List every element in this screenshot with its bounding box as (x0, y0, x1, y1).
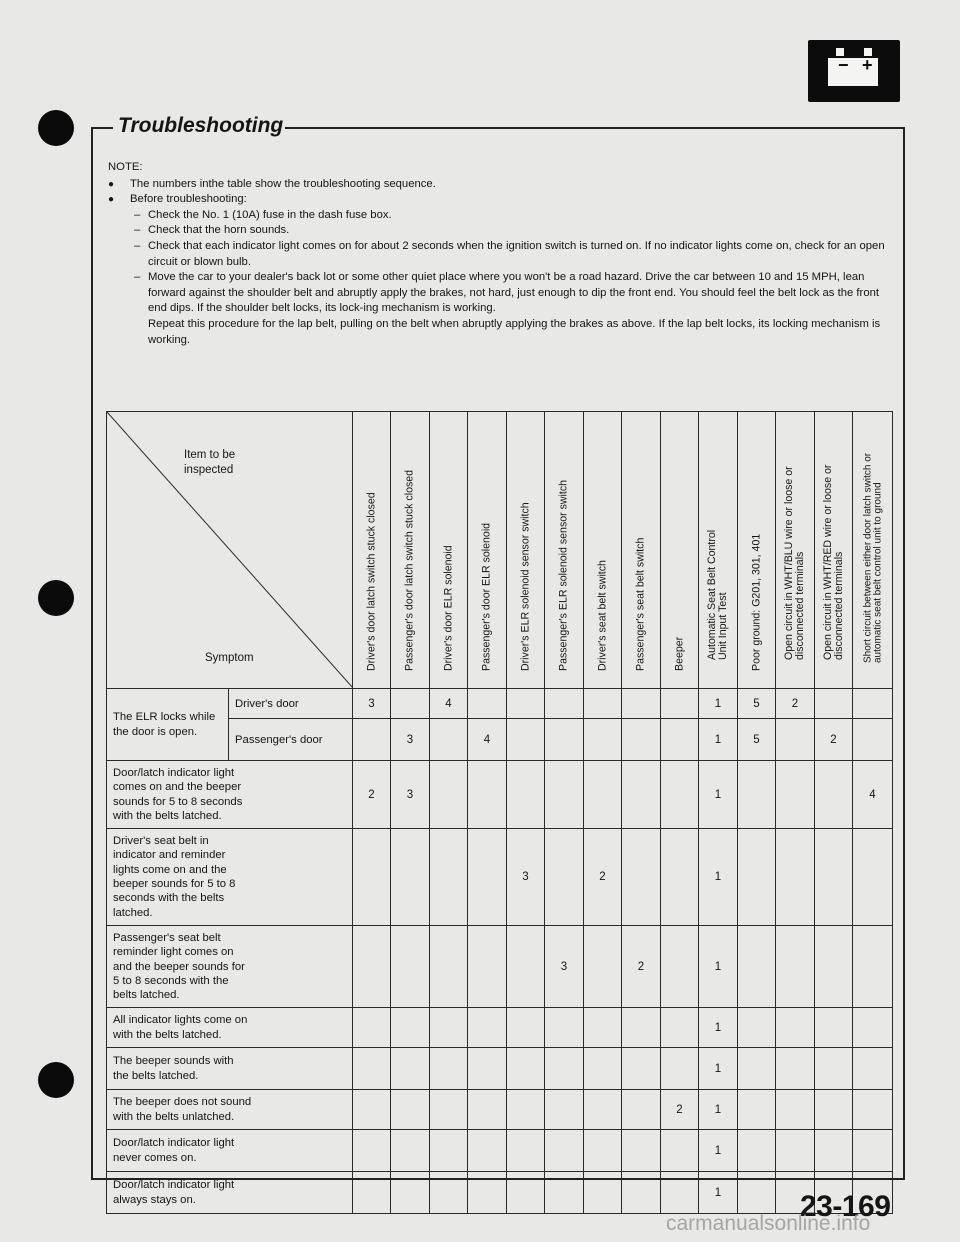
sequence-cell (622, 761, 661, 829)
sequence-cell (545, 1048, 584, 1090)
column-header: Short circuit between either door latch switch or automatic seat belt control unit to ground (853, 412, 893, 689)
sequence-cell (507, 1008, 545, 1048)
sequence-cell: 2 (776, 689, 815, 719)
sequence-cell (507, 1048, 545, 1090)
sequence-cell (353, 1090, 391, 1130)
troubleshooting-table (106, 411, 893, 1214)
column-header: Open circuit in WHT/BLU wire or loose or disconnected terminals (776, 412, 815, 689)
sequence-cell (661, 829, 699, 926)
sequence-cell: 1 (699, 1090, 738, 1130)
sequence-cell (468, 689, 507, 719)
symptom-cell: The beeper sounds with the belts latched. (107, 1048, 353, 1090)
sequence-cell: 3 (391, 761, 430, 829)
sequence-cell (622, 829, 661, 926)
sequence-cell (353, 1172, 391, 1214)
note-bullet: ● Before troubleshooting: (108, 192, 888, 208)
sequence-cell (391, 829, 430, 926)
sequence-cell: 4 (430, 689, 468, 719)
symptom-header-label: Symptom (205, 652, 254, 664)
sequence-cell (815, 1130, 853, 1172)
symptom-cell: Driver's seat belt in indicator and reminder lights come on and the beeper sounds for 5 to 8 seconds with the belts latched. (107, 829, 353, 926)
sequence-cell: 2 (622, 925, 661, 1007)
sequence-cell (430, 829, 468, 926)
note-dash-item: – Check that each indicator light comes on for about 2 seconds when the ignition switch is turned on. If no indicator lights come on, check for an open circuit or blown bulb. (108, 239, 888, 270)
sequence-cell (738, 829, 776, 926)
sequence-cell: 3 (353, 689, 391, 719)
column-header: Passenger's seat belt switch (622, 412, 661, 689)
item-header-label: Item to be inspected (184, 449, 236, 476)
sequence-cell (853, 689, 893, 719)
sequence-cell (391, 689, 430, 719)
sequence-cell (853, 1130, 893, 1172)
binder-hole (38, 580, 74, 616)
binder-hole (38, 110, 74, 146)
sequence-cell (661, 925, 699, 1007)
sequence-cell (622, 689, 661, 719)
sequence-cell (545, 829, 584, 926)
sequence-cell (661, 1172, 699, 1214)
symptom-cell: Door/latch indicator light never comes on. (107, 1130, 353, 1172)
symptom-cell: All indicator lights come on with the belts latched. (107, 1008, 353, 1048)
sequence-cell (622, 1172, 661, 1214)
sequence-cell (545, 719, 584, 761)
sequence-cell (507, 689, 545, 719)
sequence-cell (584, 1048, 622, 1090)
sequence-cell (776, 829, 815, 926)
binder-hole (38, 1062, 74, 1098)
sequence-cell (776, 1008, 815, 1048)
sequence-cell: 5 (738, 719, 776, 761)
column-header: Passenger's door ELR solenoid (468, 412, 507, 689)
sequence-cell (853, 829, 893, 926)
table-corner-cell (107, 412, 353, 689)
sequence-cell (353, 1048, 391, 1090)
sequence-cell (661, 719, 699, 761)
table-row (107, 1048, 893, 1090)
plus-icon: + (862, 55, 873, 75)
sequence-cell (853, 1048, 893, 1090)
sequence-cell (853, 925, 893, 1007)
sequence-cell (738, 925, 776, 1007)
column-header: Open circuit in WHT/RED wire or loose or disconnected terminals (815, 412, 853, 689)
column-header: Driver's ELR solenoid sensor switch (507, 412, 545, 689)
sequence-cell (391, 1130, 430, 1172)
sequence-cell (545, 1090, 584, 1130)
sequence-cell: 5 (738, 689, 776, 719)
notes-section (108, 160, 888, 348)
column-header: Beeper (661, 412, 699, 689)
column-header: Passenger's ELR solenoid sensor switch (545, 412, 584, 689)
table-row (107, 829, 893, 926)
sequence-cell (545, 1172, 584, 1214)
table-row (107, 1130, 893, 1172)
table-row (107, 1090, 893, 1130)
symptom-cell: Door/latch indicator light comes on and the beeper sounds for 5 to 8 seconds with the belts latched. (107, 761, 353, 829)
sequence-cell (507, 925, 545, 1007)
sequence-cell (468, 1130, 507, 1172)
table-row (107, 1008, 893, 1048)
sequence-cell: 1 (699, 1130, 738, 1172)
note-label: NOTE: (108, 161, 143, 173)
sequence-cell (391, 1048, 430, 1090)
sequence-cell: 1 (699, 761, 738, 829)
sequence-cell (430, 761, 468, 829)
sequence-cell (545, 1008, 584, 1048)
column-header: Driver's door ELR solenoid (430, 412, 468, 689)
sequence-cell (776, 1048, 815, 1090)
sequence-cell (430, 1172, 468, 1214)
sequence-cell (391, 1172, 430, 1214)
note-dash-item: – Move the car to your dealer's back lot or some other quiet place where you won't be a road hazard. Drive the car between 10 and 15 MPH, lean forward against the shoulder belt and abruptly apply the brakes, not hard, just enough to dip the front end. You should feel the belt lock as the front end dips. If the shoulder belt locks, its lock-ing mechanism is working. (108, 270, 888, 317)
sequence-cell (391, 1008, 430, 1048)
sequence-cell (584, 761, 622, 829)
symptom-cell: The ELR locks while the door is open. (107, 689, 229, 761)
sequence-cell (391, 1090, 430, 1130)
sequence-cell: 2 (353, 761, 391, 829)
sub-symptom-cell: Driver's door (229, 689, 353, 719)
sequence-cell (661, 689, 699, 719)
sequence-cell (353, 829, 391, 926)
sequence-cell: 1 (699, 719, 738, 761)
sequence-cell (738, 1008, 776, 1048)
sequence-cell (622, 719, 661, 761)
sequence-cell (353, 925, 391, 1007)
sequence-cell (622, 1008, 661, 1048)
sequence-cell (584, 689, 622, 719)
sequence-cell (584, 1090, 622, 1130)
sequence-cell (430, 719, 468, 761)
sequence-cell (430, 1008, 468, 1048)
sequence-cell (468, 1090, 507, 1130)
sequence-cell: 3 (391, 719, 430, 761)
sequence-cell (468, 829, 507, 926)
sequence-cell (738, 1090, 776, 1130)
sequence-cell (584, 1130, 622, 1172)
page-title: Troubleshooting (118, 114, 284, 137)
table-row (107, 689, 893, 719)
sequence-cell (661, 1008, 699, 1048)
table-row (107, 1172, 893, 1214)
page-number: 23-169 (800, 1190, 891, 1223)
sequence-cell (815, 1008, 853, 1048)
symptom-cell: Door/latch indicator light always stays on. (107, 1172, 353, 1214)
sequence-cell (468, 761, 507, 829)
sequence-cell (738, 1172, 776, 1214)
sequence-cell (661, 1048, 699, 1090)
sequence-cell (776, 1130, 815, 1172)
sequence-cell (584, 1008, 622, 1048)
sequence-cell: 2 (815, 719, 853, 761)
sequence-cell (815, 689, 853, 719)
sequence-cell (815, 829, 853, 926)
symptom-cell: Passenger's seat belt reminder light comes on and the beeper sounds for 5 to 8 seconds with the belts latched. (107, 925, 353, 1007)
sequence-cell (584, 1172, 622, 1214)
sequence-cell (353, 719, 391, 761)
sequence-cell (738, 1130, 776, 1172)
sequence-cell (584, 719, 622, 761)
column-header: Automatic Seat Belt Control Unit Input Test (699, 412, 738, 689)
sequence-cell (468, 1008, 507, 1048)
sequence-cell (430, 1130, 468, 1172)
sequence-cell (622, 1090, 661, 1130)
sequence-cell (507, 1090, 545, 1130)
sequence-cell (776, 1090, 815, 1130)
sequence-cell (815, 761, 853, 829)
sequence-cell (545, 761, 584, 829)
note-dash-item: – Check the No. 1 (10A) fuse in the dash fuse box. (108, 208, 888, 224)
table-row (107, 925, 893, 1007)
note-dash-item: – Check that the horn sounds. (108, 223, 888, 239)
table-row (107, 761, 893, 829)
sequence-cell (815, 1048, 853, 1090)
sequence-cell (430, 1048, 468, 1090)
sequence-cell: 1 (699, 1048, 738, 1090)
sequence-cell (507, 1172, 545, 1214)
column-header: Driver's seat belt switch (584, 412, 622, 689)
sequence-cell: 1 (699, 925, 738, 1007)
sequence-cell (353, 1130, 391, 1172)
column-header: Passenger's door latch switch stuck closed (391, 412, 430, 689)
sequence-cell (468, 925, 507, 1007)
column-header: Driver's door latch switch stuck closed (353, 412, 391, 689)
sequence-cell (507, 719, 545, 761)
sequence-cell (545, 1130, 584, 1172)
sequence-cell (584, 925, 622, 1007)
sequence-cell (853, 1008, 893, 1048)
sequence-cell: 1 (699, 1172, 738, 1214)
sequence-cell (622, 1130, 661, 1172)
sequence-cell (776, 761, 815, 829)
column-header: Poor ground: G201, 301, 401 (738, 412, 776, 689)
sequence-cell: 4 (468, 719, 507, 761)
sequence-cell (815, 925, 853, 1007)
sequence-cell: 1 (699, 1008, 738, 1048)
sequence-cell (507, 761, 545, 829)
sequence-cell (353, 1008, 391, 1048)
note-paragraph: Repeat this procedure for the lap belt, pulling on the belt when abruptly applying the brakes as above. If the lap belt locks, its locking mechanism is working. (148, 317, 881, 346)
note-bullet: ● The numbers inthe table show the troubleshooting sequence. (108, 177, 888, 193)
sequence-cell (468, 1172, 507, 1214)
sequence-cell: 4 (853, 761, 893, 829)
sequence-cell (738, 761, 776, 829)
sequence-cell (545, 689, 584, 719)
symptom-cell: The beeper does not sound with the belts unlatched. (107, 1090, 353, 1130)
sequence-cell (507, 1130, 545, 1172)
sequence-cell (853, 1090, 893, 1130)
sequence-cell (776, 719, 815, 761)
sequence-cell: 2 (661, 1090, 699, 1130)
sequence-cell (661, 761, 699, 829)
sequence-cell (430, 1090, 468, 1130)
sequence-cell (853, 719, 893, 761)
sequence-cell: 1 (699, 829, 738, 926)
sub-symptom-cell: Passenger's door (229, 719, 353, 761)
sequence-cell (815, 1090, 853, 1130)
sequence-cell: 3 (507, 829, 545, 926)
sequence-cell (776, 925, 815, 1007)
minus-icon: − (838, 55, 849, 75)
sequence-cell: 2 (584, 829, 622, 926)
sequence-cell: 3 (545, 925, 584, 1007)
sequence-cell (468, 1048, 507, 1090)
sequence-cell (430, 925, 468, 1007)
sequence-cell (738, 1048, 776, 1090)
watermark: carmanualsonline.info (666, 1212, 871, 1235)
sequence-cell: 1 (699, 689, 738, 719)
sequence-cell (661, 1130, 699, 1172)
sequence-cell (391, 925, 430, 1007)
sequence-cell (622, 1048, 661, 1090)
